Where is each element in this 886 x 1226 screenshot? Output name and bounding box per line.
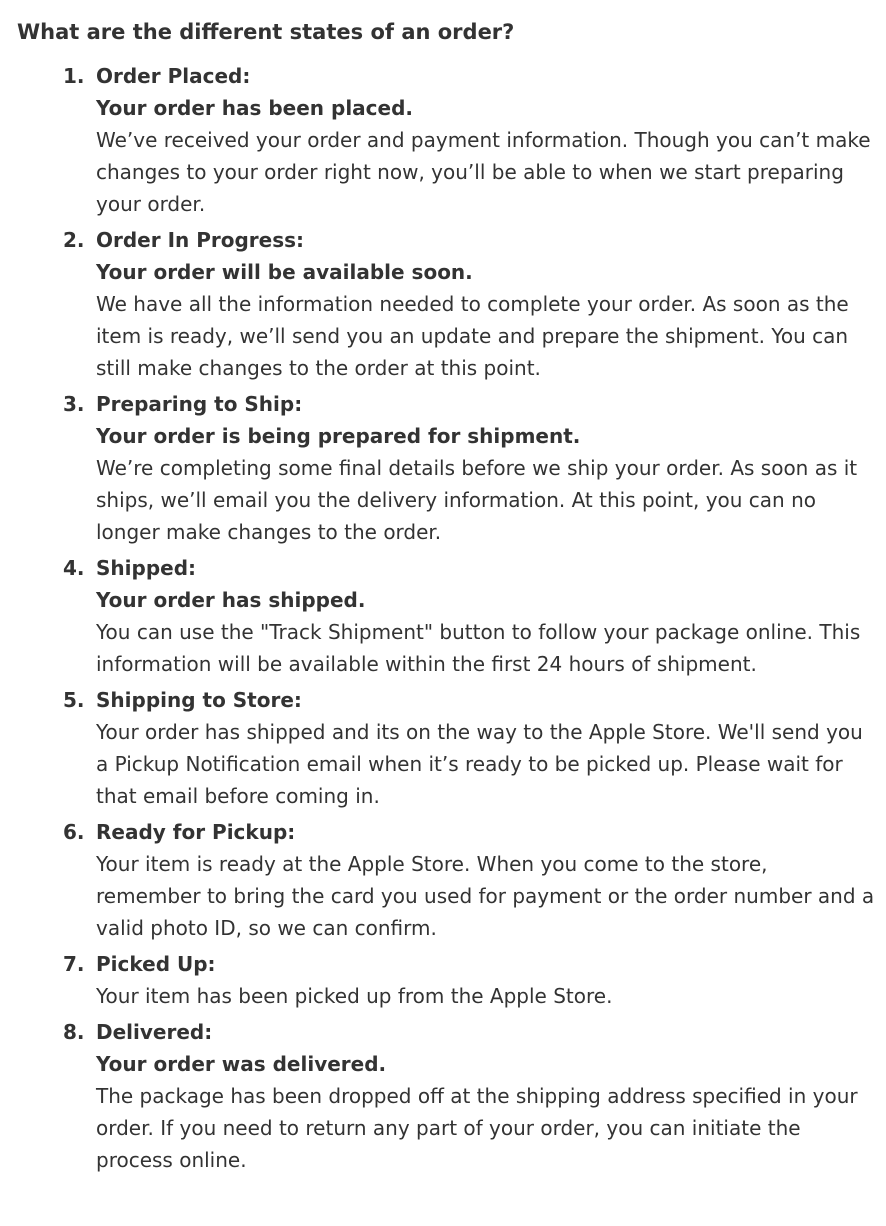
state-name: Preparing to Ship: xyxy=(96,392,303,416)
state-number: 6. xyxy=(63,820,85,844)
state-name: Order Placed: xyxy=(96,64,251,88)
order-state-item xyxy=(17,684,877,812)
order-state-item xyxy=(17,816,877,944)
order-state-list xyxy=(17,60,877,1176)
faq-title: What are the different states of an order? xyxy=(17,20,515,44)
state-description: We’ve received your order and payment information. Though you can’t make changes to your order right now, you’ll be able to when we start preparing your order. xyxy=(96,128,871,216)
order-state-item xyxy=(17,552,877,680)
state-description: We’re completing some final details before we ship your order. As soon as it ships, we’ll email you the delivery information. At this point, you can no longer make changes to the order. xyxy=(96,456,858,544)
order-states-faq xyxy=(17,16,877,1180)
state-number: 3. xyxy=(63,392,85,416)
state-description: Your item is ready at the Apple Store. When you come to the store, remember to bring the card you used for payment or the order number and a valid photo ID, so we can confirm. xyxy=(96,852,875,940)
state-description: Your item has been picked up from the Apple Store. xyxy=(96,984,613,1008)
state-headline: Your order is being prepared for shipment. xyxy=(96,424,581,448)
order-state-item xyxy=(17,388,877,548)
order-state-item xyxy=(17,224,877,384)
order-state-item xyxy=(17,948,877,1012)
state-headline: Your order will be available soon. xyxy=(96,260,473,284)
state-headline: Your order has shipped. xyxy=(96,588,366,612)
state-number: 5. xyxy=(63,688,85,712)
state-name: Picked Up: xyxy=(96,952,216,976)
state-description: You can use the "Track Shipment" button to follow your package online. This information will be available within the first 24 hours of shipment. xyxy=(96,620,861,676)
order-state-item xyxy=(17,60,877,220)
state-headline: Your order was delivered. xyxy=(96,1052,387,1076)
state-name: Shipping to Store: xyxy=(96,688,302,712)
state-number: 1. xyxy=(63,64,85,88)
state-number: 8. xyxy=(63,1020,85,1044)
state-number: 4. xyxy=(63,556,85,580)
state-name: Order In Progress: xyxy=(96,228,305,252)
state-number: 7. xyxy=(63,952,85,976)
order-state-item xyxy=(17,1016,877,1176)
state-number: 2. xyxy=(63,228,85,252)
state-name: Shipped: xyxy=(96,556,197,580)
state-headline: Your order has been placed. xyxy=(96,96,414,120)
state-description: We have all the information needed to complete your order. As soon as the item is ready, we’ll send you an update and prepare the shipment. You can still make changes to the order at this point. xyxy=(96,292,849,380)
state-description: The package has been dropped off at the shipping address specified in your order. If you need to return any part of your order, you can initiate the process online. xyxy=(96,1084,858,1172)
state-name: Ready for Pickup: xyxy=(96,820,296,844)
state-description: Your order has shipped and its on the way to the Apple Store. We'll send you a Pickup Notification email when it’s ready to be picked up. Please wait for that email before coming in. xyxy=(96,720,863,808)
state-name: Delivered: xyxy=(96,1020,213,1044)
